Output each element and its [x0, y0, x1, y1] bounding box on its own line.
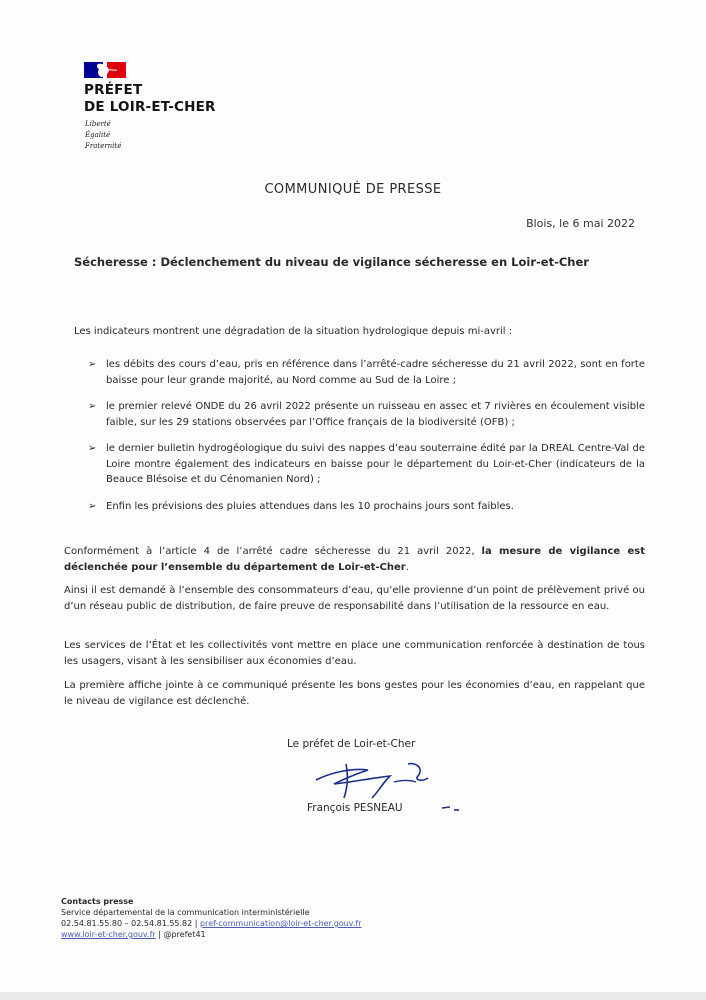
contacts-service: Service départemental de la communication interministérielle: [61, 908, 310, 917]
intro-paragraph: Les indicateurs montrent une dégradation de la situation hydrologique depuis mi-avril :: [74, 326, 513, 337]
arrow-bullet-icon: ➢: [88, 443, 97, 454]
signer-name: François PESNEAU: [307, 802, 403, 814]
vigilance-emphasis: la mesure de vigilance est déclenchée pour l’ensemble du département de Loir-et-Cher: [64, 546, 645, 573]
marianne-logo: [84, 62, 126, 78]
contacts-web: www.loir-et-cher.gouv.fr | @prefet41: [61, 930, 206, 939]
website-link[interactable]: www.loir-et-cher.gouv.fr: [61, 930, 156, 939]
prefet-name: PRÉFET DE LOIR-ET-CHER: [84, 82, 216, 115]
subject-line: Sécheresse : Déclenchement du niveau de vigilance sécheresse en Loir-et-Cher: [74, 255, 589, 269]
indicator-list: [90, 357, 645, 525]
list-item: ➢ le premier relevé ONDE du 26 avril 2022 présente un ruisseau en assec et 7 rivières en écoulement visible faible, sur les 29 stations observées par l’Office français de la biodiversité (OFB) ;: [88, 401, 645, 428]
scan-bottom-edge: [0, 992, 706, 1000]
contacts-heading: Contacts presse: [61, 897, 134, 906]
list-item: ➢ le dernier bulletin hydrogéologique du suivi des nappes d’eau souterraine édité par la DREAL Centre-Val de Loire montre également des indicateurs en baisse pour le département du Loir-et-Cher (indicateurs de la Beauce Blésoise et du Cénomanien Nord) ;: [88, 443, 645, 485]
contacts-phone-email: 02.54.81.55.80 – 02.54.81.55.82 | pref-communication@loir-et-cher.gouv.fr: [61, 919, 362, 928]
list-item: ➢ les débits des cours d’eau, pris en référence dans l’arrêté-cadre sécheresse du 21 avril 2022, sont en forte baisse pour leur grande majorité, au Nord comme au Sud de la Loire ;: [88, 359, 645, 386]
poster-paragraph: La première affiche jointe à ce communiqué présente les bons gestes pour les économies d’eau, en rappelant que le niveau de vigilance est déclenché.: [64, 680, 645, 707]
document-title: COMMUNIQUÉ DE PRESSE: [264, 182, 442, 197]
vigilance-paragraph: Conformément à l’article 4 de l’arrêté cadre sécheresse du 21 avril 2022, la mesure de vigilance est déclenchée pour l’ensemble du département de Loir-et-Cher.: [64, 546, 645, 573]
arrow-bullet-icon: ➢: [88, 500, 97, 512]
communication-paragraph: Les services de l’État et les collectivités vont mettre en place une communication renforcée à destination de tous les usagers, visant à les sensibiliser aux économies d’eau.: [64, 640, 645, 667]
press-contacts: [61, 896, 362, 940]
consumers-paragraph: Ainsi il est demandé à l’ensemble des consommateurs d’eau, qu’elle provienne d’un point de prélèvement privé ou d’un réseau public de distribution, de faire preuve de responsabilité dans l’utilisation de la ressource en eau.: [64, 585, 645, 612]
arrow-bullet-icon: ➢: [88, 359, 97, 370]
signer-role: Le préfet de Loir-et-Cher: [287, 738, 416, 750]
dateline: Blois, le 6 mai 2022: [526, 217, 635, 230]
list-item: ➢ Enfin les prévisions des pluies attendues dans les 10 prochains jours sont faibles.: [90, 499, 645, 515]
republic-motto: Liberté Égalité Fraternité: [85, 120, 122, 150]
email-link[interactable]: pref-communication@loir-et-cher.gouv.fr: [200, 919, 362, 928]
arrow-bullet-icon: ➢: [88, 401, 97, 412]
